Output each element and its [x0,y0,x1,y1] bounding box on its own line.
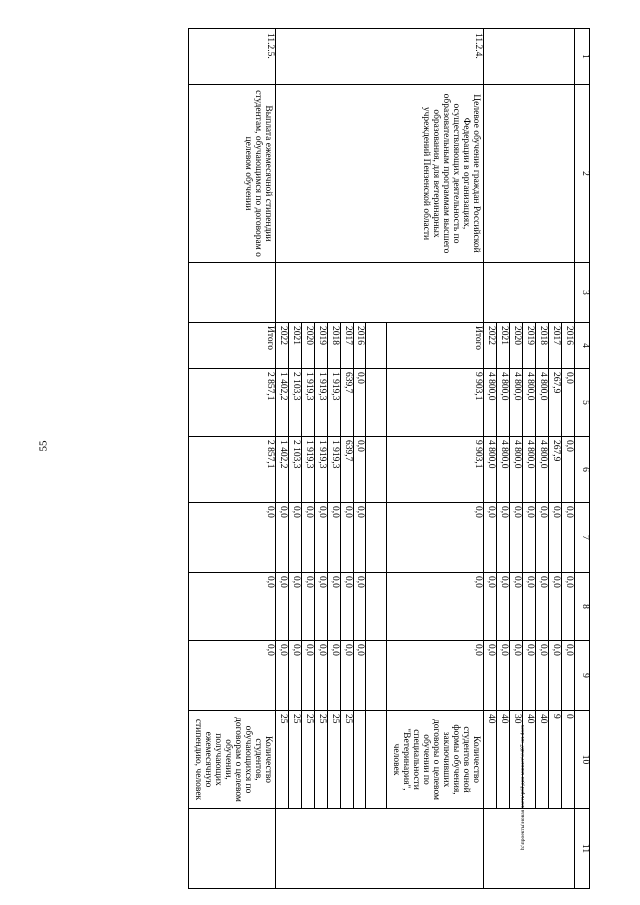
value-cell: 0,0 [327,503,340,573]
value-cell: 1 919,3 [314,437,327,503]
value-cell: 0,0 [510,641,523,711]
value-cell: 1 402,2 [275,437,288,503]
empty-cell [484,85,575,263]
value-cell: 639,7 [340,437,353,503]
value-cell: 0,0 [353,369,366,437]
value-cell: 9 903,1 [387,437,484,503]
empty-cell [366,369,387,437]
value-cell: 0,0 [314,503,327,573]
value-cell: 0,0 [562,369,575,437]
value-cell: 0,0 [353,573,366,641]
value-cell: 4 800,0 [497,437,510,503]
value-cell: 0,0 [387,573,484,641]
value-cell: 0,0 [497,641,510,711]
header-cell: 10 [575,711,590,809]
value-cell: 2020 [301,323,314,369]
value-cell: 4 800,0 [484,437,497,503]
total-label: Итого [387,323,484,369]
item-number: 11.2.5. [188,29,275,85]
value-cell: 25 [275,711,288,809]
indicator-cell: Количество студентов очной формы обучения, заключивших договоры о целевом обучении по специальности "Ветеринария", человек [387,711,484,809]
value-cell: 40 [484,711,497,809]
value-cell: 0,0 [188,573,275,641]
value-cell: 9 903,1 [387,369,484,437]
value-cell: 0,0 [536,641,549,711]
value-cell: 0,0 [562,641,575,711]
value-cell: 2016 [353,323,366,369]
value-cell: 0,0 [327,641,340,711]
value-cell: 4 800,0 [536,437,549,503]
value-cell: 25 [288,711,301,809]
empty-cell [484,263,575,323]
value-cell: 25 [314,711,327,809]
value-cell: 0 [562,711,575,809]
value-cell: 0,0 [523,503,536,573]
value-cell: 2018 [536,323,549,369]
value-cell: 0,0 [562,573,575,641]
header-cell: 7 [575,503,590,573]
value-cell: 0,0 [288,573,301,641]
empty-cell [366,323,387,369]
value-cell: 0,0 [562,503,575,573]
value-cell: 4 800,0 [523,369,536,437]
value-cell: 2019 [523,323,536,369]
value-cell: 2021 [288,323,301,369]
value-cell: 0,0 [523,573,536,641]
value-cell: 0,0 [288,641,301,711]
header-cell: 1 [575,29,590,85]
header-cell: 3 [575,263,590,323]
value-cell: 0,0 [275,573,288,641]
value-cell: 9 [549,711,562,809]
value-cell: 2 103,3 [288,437,301,503]
value-cell: 0,0 [275,641,288,711]
value-cell: 0,0 [536,573,549,641]
value-cell: 4 800,0 [497,369,510,437]
table-row [562,29,575,889]
total-label: Итого [188,323,275,369]
value-cell: 0,0 [523,641,536,711]
value-cell: 2022 [275,323,288,369]
value-cell: 0,0 [387,503,484,573]
value-cell: 4 800,0 [484,369,497,437]
value-cell: 0,0 [188,503,275,573]
empty-cell [188,263,275,323]
value-cell: 0,0 [327,573,340,641]
budget-table [188,28,590,889]
value-cell: 0,0 [275,503,288,573]
value-cell: 0,0 [353,437,366,503]
value-cell: 0,0 [387,641,484,711]
table-row [387,29,484,889]
value-cell: 30 [510,711,523,809]
header-row [575,29,590,889]
value-cell: 1 919,3 [314,369,327,437]
value-cell: 2 857,1 [188,369,275,437]
value-cell: 0,0 [340,641,353,711]
value-cell: 2019 [314,323,327,369]
empty-cell [484,29,575,85]
item-description: Выплата ежемесячной стипендии студентам, обучающимся по договорам о целевом обучении [188,85,275,263]
header-cell: 2 [575,85,590,263]
indicator-cell: Количество студентов, обучающихся по договорам о целевом обучении, получающих ежемесячную стипендию, человек [188,711,275,809]
value-cell: 0,0 [549,641,562,711]
value-cell: 4 800,0 [523,437,536,503]
value-cell: 0,0 [340,573,353,641]
value-cell: 2 857,1 [188,437,275,503]
value-cell: 0,0 [301,573,314,641]
empty-cell [366,641,387,711]
value-cell: 0,0 [562,437,575,503]
value-cell: 1 919,3 [301,437,314,503]
value-cell: 0,0 [484,503,497,573]
empty-cell [275,263,484,323]
value-cell: 0,0 [484,573,497,641]
value-cell: 0,0 [314,573,327,641]
value-cell: 0,0 [288,503,301,573]
value-cell: 25 [301,711,314,809]
empty-cell [188,809,275,889]
page-number: 55 [37,440,50,452]
value-cell: 2017 [340,323,353,369]
value-cell: 25 [340,711,353,809]
empty-cell [366,503,387,573]
value-cell: 0,0 [536,503,549,573]
header-cell: 6 [575,437,590,503]
value-cell: 2018 [327,323,340,369]
header-cell: 5 [575,369,590,437]
value-cell: 0,0 [484,641,497,711]
value-cell: 0,0 [301,641,314,711]
header-cell: 8 [575,573,590,641]
value-cell: 2017 [549,323,562,369]
empty-cell [366,711,387,809]
value-cell: 267,9 [549,437,562,503]
value-cell: 40 [536,711,549,809]
value-cell: 25 [327,711,340,809]
value-cell: 1 402,2 [275,369,288,437]
value-cell: 0,0 [510,573,523,641]
value-cell: 1 919,3 [327,369,340,437]
value-cell: 2016 [562,323,575,369]
value-cell: 2021 [497,323,510,369]
value-cell: 1 919,3 [301,369,314,437]
value-cell: 4 800,0 [536,369,549,437]
empty-cell [366,437,387,503]
value-cell: 2022 [484,323,497,369]
value-cell: 1 919,3 [327,437,340,503]
value-cell [353,711,366,809]
value-cell: 0,0 [353,503,366,573]
header-cell: 11 [575,809,590,889]
value-cell: 0,0 [353,641,366,711]
value-cell: 2 103,3 [288,369,301,437]
value-cell: 0,0 [340,503,353,573]
value-cell: 0,0 [188,641,275,711]
empty-cell [275,809,484,889]
item-description: Целевое обучение граждан Российской Федерации в организациях, осуществляющих деятельность по образовательным программам высшего образования, для ветеринарных учреждений Пензенской области [275,85,484,263]
header-cell: 9 [575,641,590,711]
budget-table-rotated [76,28,590,888]
header-cell: 4 [575,323,590,369]
value-cell: 267,9 [549,369,562,437]
value-cell: 2020 [510,323,523,369]
value-cell: 639,7 [340,369,353,437]
item-number: 11.2.4. [275,29,484,85]
footer-file-path: h:\проекты\новая часть\pril\дин минист\з\407-нп.docx [520,724,526,850]
value-cell: 0,0 [497,503,510,573]
empty-cell [366,573,387,641]
value-cell: 0,0 [549,503,562,573]
value-cell: 0,0 [301,503,314,573]
table-row [188,29,275,889]
value-cell: 4 800,0 [510,369,523,437]
value-cell: 0,0 [497,573,510,641]
value-cell: 0,0 [510,503,523,573]
value-cell: 0,0 [549,573,562,641]
value-cell: 4 800,0 [510,437,523,503]
value-cell: 0,0 [314,641,327,711]
value-cell: 40 [497,711,510,809]
value-cell: 40 [523,711,536,809]
